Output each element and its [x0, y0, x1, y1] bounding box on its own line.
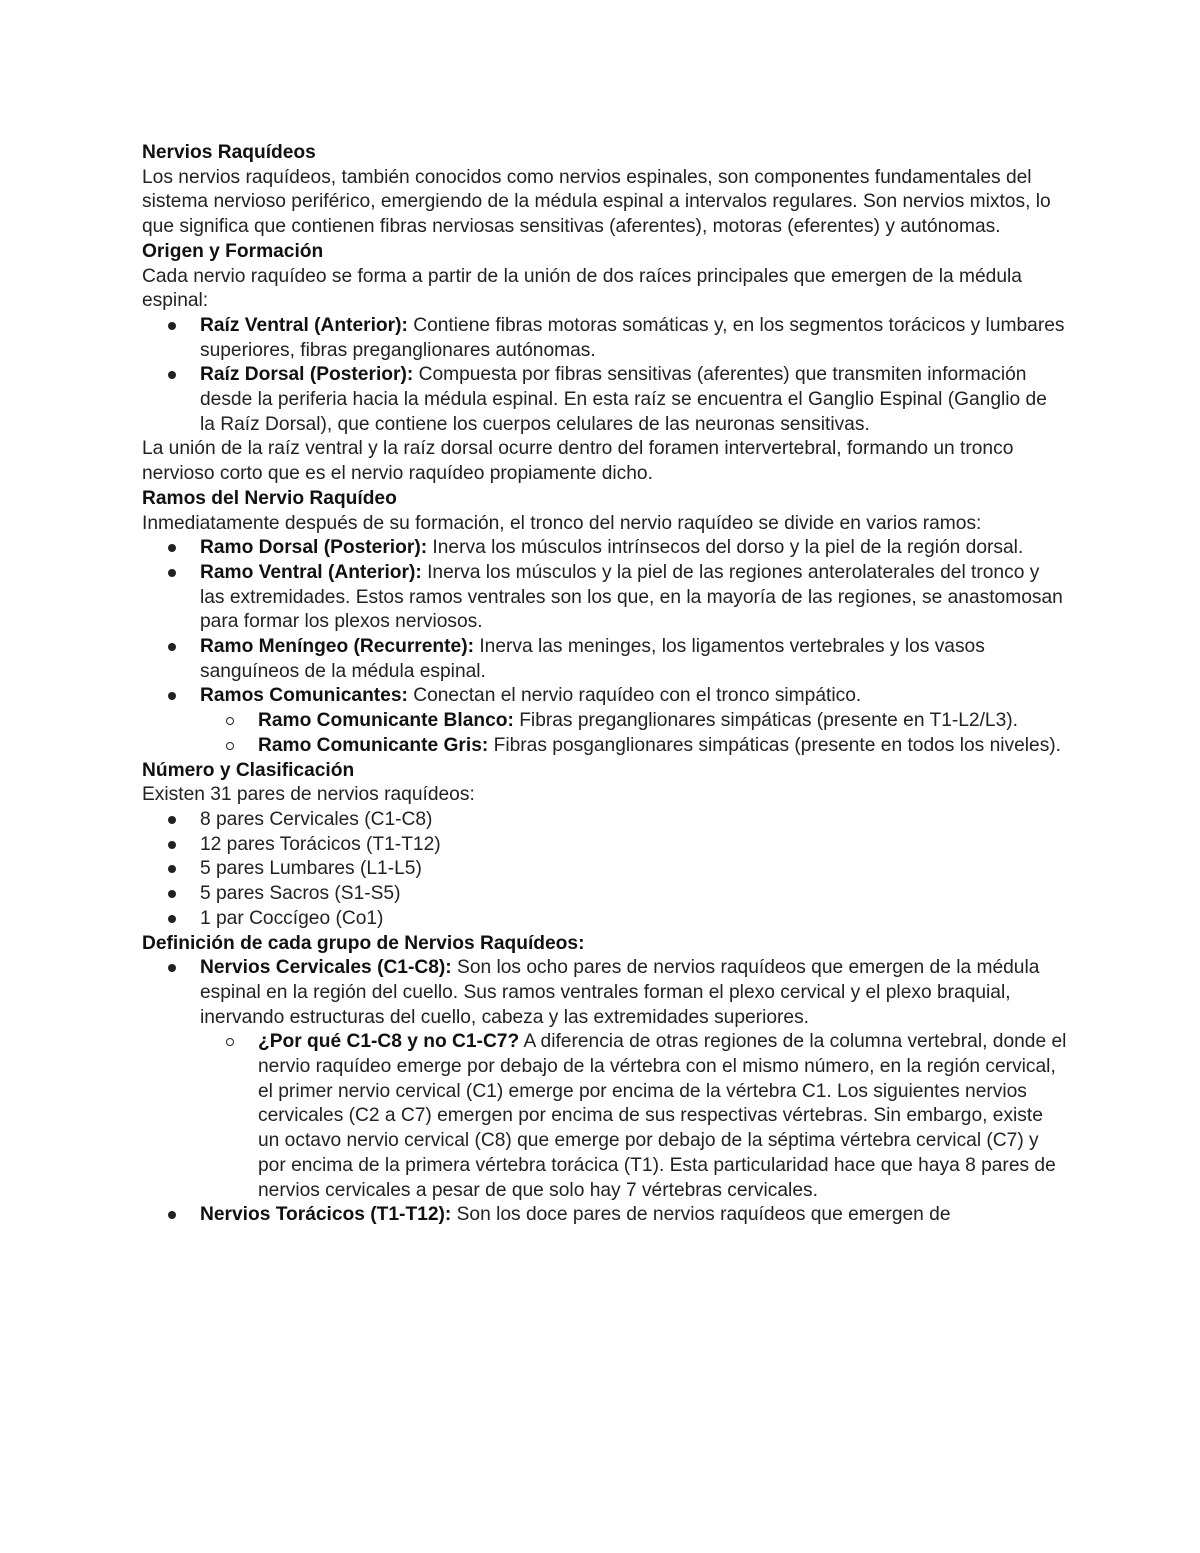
origen-paragraph: Cada nervio raquídeo se forma a partir de la unión de dos raíces principales que emergen de la médula espinal: — [142, 265, 1022, 312]
intro-paragraph: Los nervios raquídeos, también conocidos como nervios espinales, son componentes fundamentales del sistema nervioso periférico, emergiendo de la médula espinal a intervalos regulares. Son nervios mixtos, lo que significa que contienen fibras nerviosas sensitivas (aferentes), motoras (eferentes) y autónomas. — [142, 166, 1051, 238]
item-text: 1 par Coccígeo (Co1) — [200, 907, 384, 929]
item-label: Nervios Cervicales (C1-C8): — [200, 957, 452, 979]
bullet-icon — [168, 544, 176, 552]
list-item — [142, 363, 1067, 437]
list-item — [142, 907, 1067, 932]
numero-paragraph: Existen 31 pares de nervios raquídeos: — [142, 784, 475, 806]
sublist-item — [142, 1030, 1067, 1203]
item-text: 8 pares Cervicales (C1-C8) — [200, 808, 433, 830]
ramos-paragraph: Inmediatamente después de su formación, el tronco del nervio raquídeo se divide en varios ramos: — [142, 512, 982, 534]
item-label: Ramo Comunicante Blanco: — [258, 710, 514, 732]
sublist-item — [142, 709, 1067, 734]
heading-origen: Origen y Formación — [142, 240, 324, 262]
item-text: Inerva las meninges, los ligamentos vertebrales y los vasos sanguíneos de la médula espinal. — [200, 636, 985, 682]
origen-closing-paragraph: La unión de la raíz ventral y la raíz dorsal ocurre dentro del foramen intervertebral, formando un tronco nervioso corto que es el nervio raquídeo propiamente dicho. — [142, 438, 1014, 485]
list-item — [142, 808, 1067, 833]
item-label: Raíz Ventral (Anterior): — [200, 314, 408, 336]
bullet-icon — [168, 371, 176, 379]
list-item — [142, 857, 1067, 882]
list-item — [142, 684, 1067, 758]
bullet-icon — [168, 890, 176, 898]
item-text: Contiene fibras motoras somáticas y, en los segmentos torácicos y lumbares superiores, fibras preganglionares autónomas. — [200, 314, 1065, 361]
item-text: Fibras preganglionares simpáticas (presente en T1-L2/L3). — [513, 710, 1018, 732]
document-page — [142, 141, 1067, 1228]
bullet-icon — [168, 841, 176, 849]
heading-numero: Número y Clasificación — [142, 759, 355, 781]
item-label: Ramo Dorsal (Posterior): — [200, 537, 428, 559]
definicion-sublist — [200, 1030, 1067, 1203]
item-text: Compuesta por fibras sensitivas (aferentes) que transmiten información desde la periferia hacia la médula espinal. En esta raíz se encuentra el Ganglio Espinal (Ganglio de la Raíz Dorsal), que contiene los cuerpos celulares de las neuronas sensitivas. — [200, 364, 1047, 435]
ramos-list — [142, 536, 1067, 758]
bullet-icon — [168, 692, 176, 700]
item-label: ¿Por qué C1-C8 y no C1-C7? — [258, 1031, 520, 1053]
item-text: Fibras posganglionares simpáticas (presente en todos los niveles). — [488, 734, 1062, 756]
definicion-list — [142, 956, 1067, 1228]
bullet-icon — [168, 964, 176, 972]
item-label: Ramo Comunicante Gris: — [258, 734, 489, 756]
item-text: 5 pares Sacros (S1-S5) — [200, 883, 401, 905]
item-text: Inerva los músculos intrínsecos del dorso y la piel de la región dorsal. — [427, 537, 1024, 559]
circle-bullet-icon — [226, 717, 234, 725]
item-text: 12 pares Torácicos (T1-T12) — [200, 833, 441, 855]
ramos-sublist — [200, 709, 1067, 758]
item-label: Ramos Comunicantes: — [200, 685, 408, 707]
list-item — [142, 1203, 1067, 1228]
item-text: Inerva los músculos y la piel de las regiones anterolaterales del tronco y las extremidades. Estos ramos ventrales son los que, en la mayoría de las regiones, se anastomosan para formar los plexos nerviosos. — [200, 561, 1063, 633]
item-label: Nervios Torácicos (T1-T12): — [200, 1204, 452, 1226]
item-text: Son los ocho pares de nervios raquídeos que emergen de la médula espinal en la región del cuello. Sus ramos ventrales forman el plexo cervical y el plexo braquial, inervando estructuras del cuello, cabeza y las extremidades superiores. — [200, 957, 1040, 1028]
bullet-icon — [168, 865, 176, 873]
list-item — [142, 314, 1067, 363]
document-title: Nervios Raquídeos — [142, 142, 316, 163]
bullet-icon — [168, 1211, 176, 1219]
bullet-icon — [168, 816, 176, 824]
circle-bullet-icon — [226, 1038, 234, 1046]
numero-list — [142, 808, 1067, 932]
heading-definicion: Definición de cada grupo de Nervios Raquídeos: — [142, 932, 585, 954]
list-item — [142, 882, 1067, 907]
item-label: Ramo Ventral (Anterior): — [200, 561, 422, 583]
item-label: Ramo Meníngeo (Recurrente): — [200, 636, 474, 658]
list-item — [142, 833, 1067, 858]
bullet-icon — [168, 915, 176, 923]
list-item — [142, 635, 1067, 684]
item-text: A diferencia de otras regiones de la columna vertebral, donde el nervio raquídeo emerge por debajo de la vértebra con el mismo número, en la región cervical, el primer nervio cervical (C1) emerge por encima de la vértebra C1. Los siguientes nervios cervicales (C2 a C7) emergen por encima de sus respectivas vértebras. Sin embargo, existe un octavo nervio cervical (C8) que emerge por debajo de la séptima vértebra cervical (C7) y por encima de la primera vértebra torácica (T1). Esta particularidad hace que haya 8 pares de nervios cervicales a pesar de que solo hay 7 vértebras cervicales. — [258, 1031, 1067, 1201]
item-label: Raíz Dorsal (Posterior): — [200, 364, 414, 386]
bullet-icon — [168, 322, 176, 330]
sublist-item — [142, 734, 1067, 759]
heading-ramos: Ramos del Nervio Raquídeo — [142, 487, 397, 509]
item-text: 5 pares Lumbares (L1-L5) — [200, 858, 422, 880]
circle-bullet-icon — [226, 742, 234, 750]
bullet-icon — [168, 643, 176, 651]
item-text: Conectan el nervio raquídeo con el tronco simpático. — [407, 685, 862, 707]
list-item — [142, 536, 1067, 561]
list-item — [142, 956, 1067, 1203]
list-item — [142, 561, 1067, 635]
origen-list — [142, 314, 1067, 438]
item-text: Son los doce pares de nervios raquídeos que emergen de — [451, 1204, 951, 1226]
bullet-icon — [168, 569, 176, 577]
